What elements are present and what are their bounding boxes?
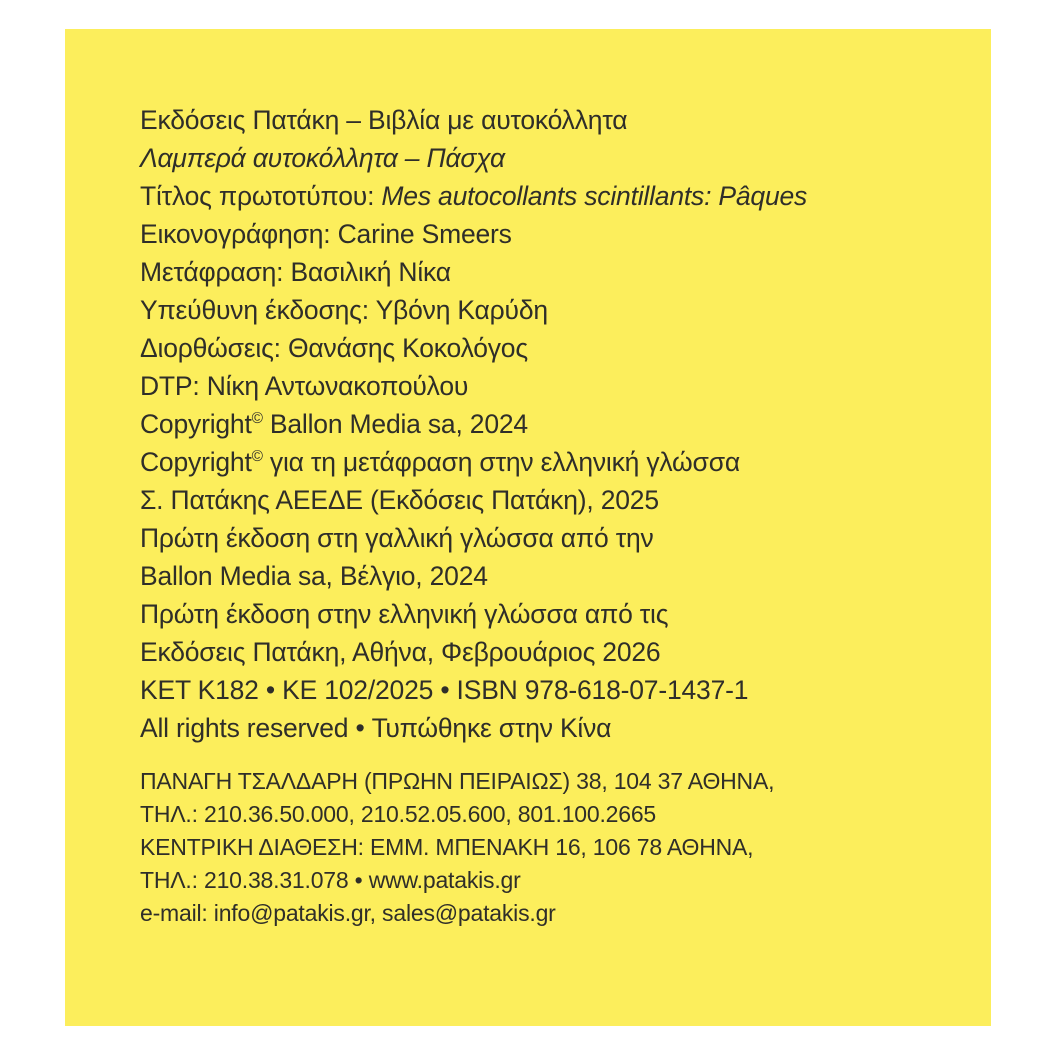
- first-edition-french-line-1: [140, 519, 961, 557]
- original-title-line: [140, 177, 961, 215]
- publisher-contact-block: [140, 765, 971, 930]
- text-segment: e-mail: info@patakis.gr, sales@patakis.gr: [140, 900, 556, 926]
- text-segment: Υπεύθυνη έκδοσης: Υβόνη Καρύδη: [140, 295, 548, 325]
- text-segment: Mes autocollants scintillants: Pâques: [381, 181, 808, 211]
- text-segment: ΚΕΝΤΡΙΚΗ ΔΙΑΘΕΣΗ: ΕΜΜ. ΜΠΕΝΑΚΗ 16, 106 78 ΑΘΗΝΑ,: [140, 834, 754, 860]
- text-segment: ΤΗΛ.: 210.38.31.078 • www.patakis.gr: [140, 867, 521, 893]
- text-segment: All rights reserved • Τυπώθηκε στην Κίνα: [140, 713, 612, 743]
- first-edition-greek-line-2: [140, 633, 961, 671]
- first-edition-greek-line-1: [140, 595, 961, 633]
- copyright-symbol: ©: [251, 410, 263, 428]
- editor-credit-line: [140, 291, 961, 329]
- illustration-credit-line: [140, 215, 961, 253]
- text-segment: Ballon Media sa, Βέλγιο, 2024: [140, 561, 488, 591]
- phone-line: [140, 798, 971, 831]
- text-segment: Εικονογράφηση: Carine Smeers: [140, 219, 512, 249]
- first-edition-french-line-2: [140, 557, 961, 595]
- text-segment: Τίτλος πρωτοτύπου:: [140, 181, 382, 211]
- text-segment: Copyright: [140, 409, 252, 439]
- copyright-symbol: ©: [251, 448, 263, 466]
- text-segment: Σ. Πατάκης ΑΕΕΔΕ (Εκδόσεις Πατάκη), 2025: [140, 485, 659, 515]
- email-line: [140, 897, 971, 930]
- text-segment: Πρώτη έκδοση στην ελληνική γλώσσα από τις: [140, 599, 669, 629]
- isbn-line: [140, 671, 961, 709]
- text-segment: ΤΗΛ.: 210.36.50.000, 210.52.05.600, 801.100.2665: [140, 801, 657, 827]
- copyright-translation-line: [140, 443, 961, 481]
- colophon-block: [140, 101, 961, 747]
- dtp-credit-line: [140, 367, 961, 405]
- distribution-line: [140, 831, 971, 864]
- text-segment: ΚΕΤ Κ182 • ΚΕ 102/2025 • ISBN 978-618-07-1437-1: [140, 675, 749, 705]
- text-segment: Διορθώσεις: Θανάσης Κοκολόγος: [140, 333, 528, 363]
- text-segment: DTP: Νίκη Αντωνακοπούλου: [140, 371, 469, 401]
- text-segment: Εκδόσεις Πατάκη, Αθήνα, Φεβρουάριος 2026: [140, 637, 661, 667]
- proofreading-credit-line: [140, 329, 961, 367]
- yellow-book-page: [65, 29, 991, 1026]
- text-segment: Copyright: [140, 447, 252, 477]
- rights-printed-line: [140, 709, 961, 747]
- address-line: [140, 765, 971, 798]
- text-segment: Λαμπερά αυτοκόλλητα – Πάσχα: [140, 143, 505, 173]
- book-title-line: [140, 139, 961, 177]
- text-segment: Πρώτη έκδοση στη γαλλική γλώσσα από την: [140, 523, 654, 553]
- text-segment: Μετάφραση: Βασιλική Νίκα: [140, 257, 451, 287]
- text-segment: για τη μετάφραση στην ελληνική γλώσσα: [262, 447, 740, 477]
- copyright-holder-line: [140, 481, 961, 519]
- phone-website-line: [140, 864, 971, 897]
- series-title-line: [140, 101, 961, 139]
- text-segment: ΠΑΝΑΓΗ ΤΣΑΛΔΑΡΗ (ΠΡΩΗΝ ΠΕΙΡΑΙΩΣ) 38, 104 37 ΑΘΗΝΑ,: [140, 768, 775, 794]
- translation-credit-line: [140, 253, 961, 291]
- copyright-original-line: [140, 405, 961, 443]
- text-segment: Εκδόσεις Πατάκη – Βιβλία με αυτοκόλλητα: [140, 105, 628, 135]
- text-segment: Ballon Media sa, 2024: [262, 409, 528, 439]
